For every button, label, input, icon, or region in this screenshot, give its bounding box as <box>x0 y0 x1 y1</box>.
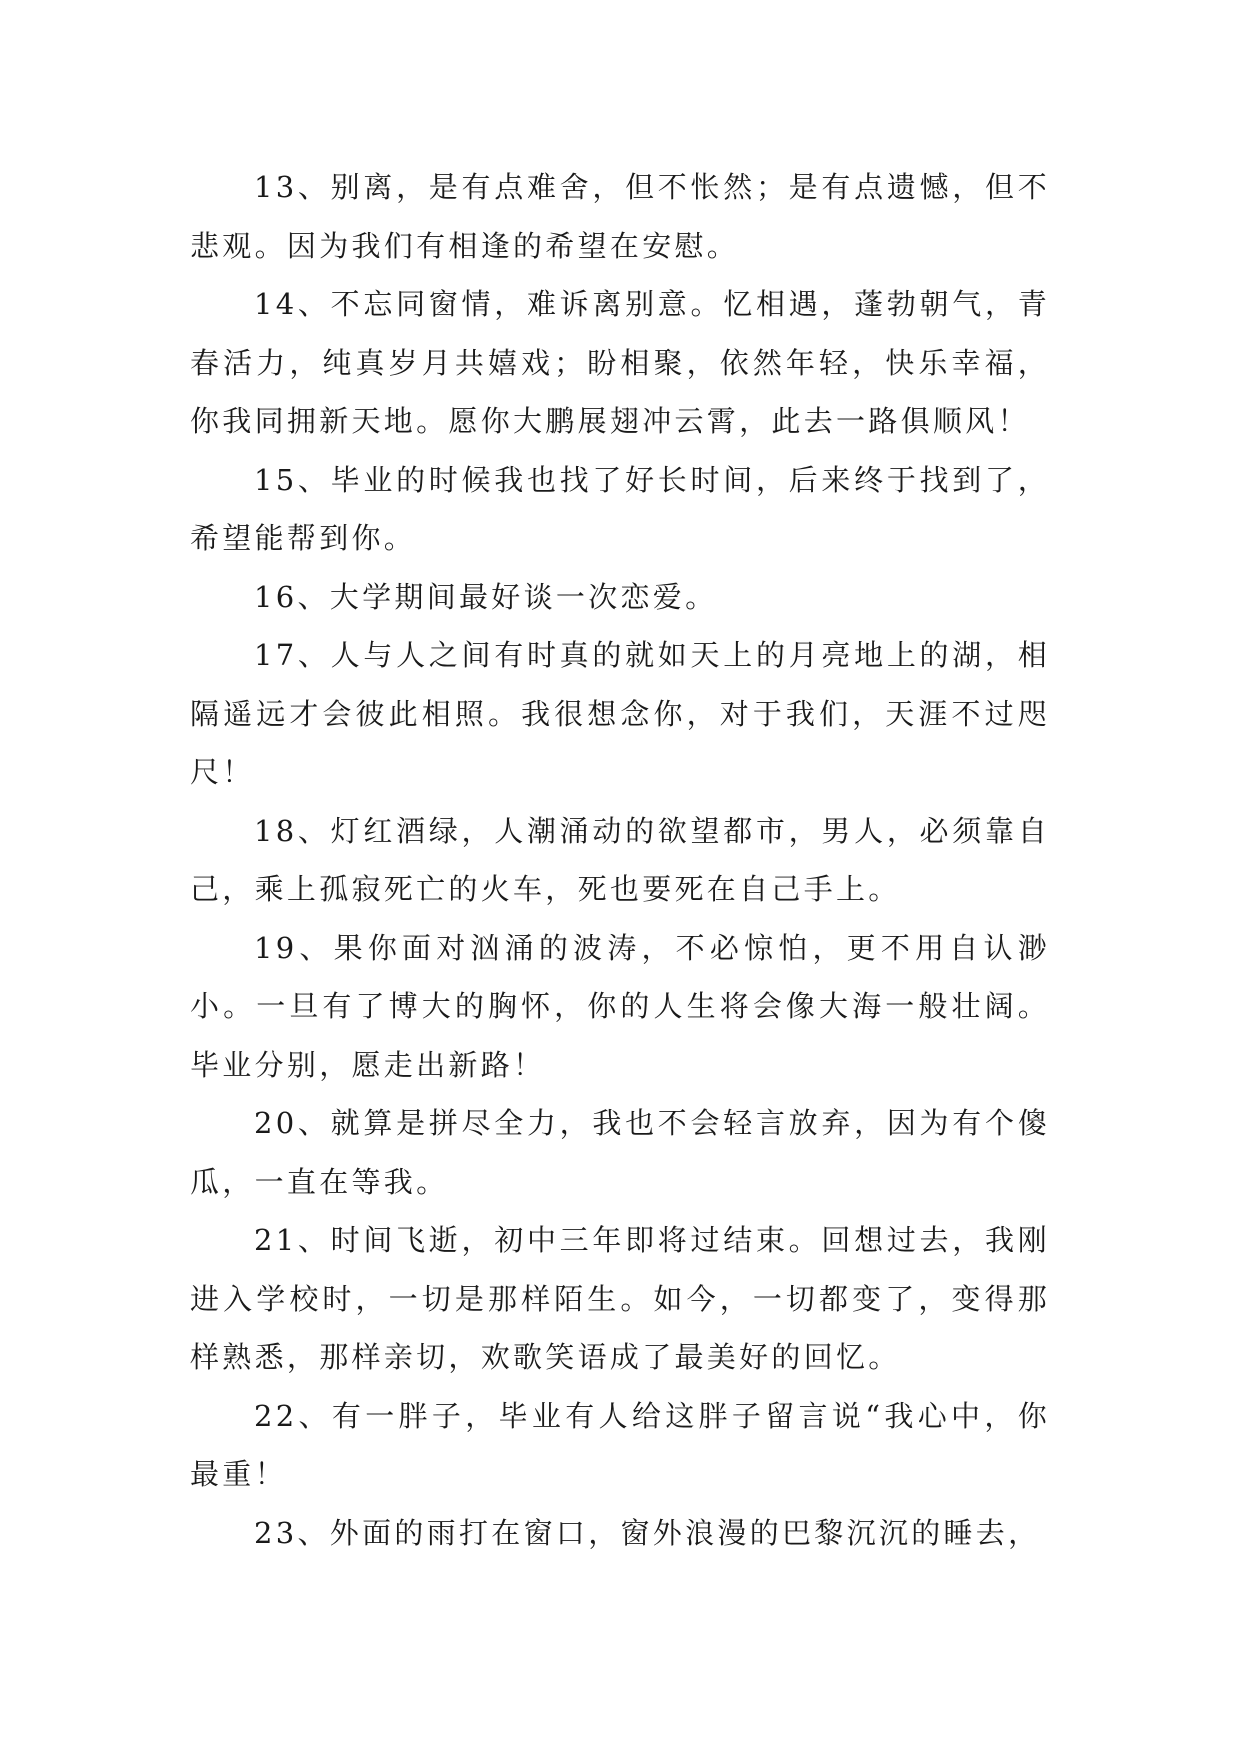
paragraph-16: 16、大学期间最好谈一次恋爱。 <box>254 579 718 614</box>
document-body <box>190 158 1050 1562</box>
paragraph-15: 15、毕业的时候我也找了好长时间，后来终于找到了，希望能帮到你。 <box>190 462 1050 555</box>
paragraph-17: 17、人与人之间有时真的就如天上的月亮地上的湖，相隔遥远才会彼此相照。我很想念你，对于我们，天涯不过咫尺！ <box>190 638 1050 789</box>
paragraph-18: 18、灯红酒绿，人潮涌动的欲望都市，男人，必须靠自己，乘上孤寂死亡的火车，死也要死在自己手上。 <box>190 813 1050 906</box>
paragraph-19: 19、果你面对汹涌的波涛，不必惊怕，更不用自认渺小。一旦有了博大的胸怀，你的人生将会像大海一般壮阔。毕业分别，愿走出新路！ <box>190 930 1050 1082</box>
paragraph-22: 22、有一胖子，毕业有人给这胖子留言说“我心中，你最重！ <box>190 1398 1050 1491</box>
paragraph-13: 13、别离，是有点难舍，但不怅然；是有点遗憾，但不悲观。因为我们有相逢的希望在安慰。 <box>190 170 1050 263</box>
paragraph-23: 23、外面的雨打在窗口，窗外浪漫的巴黎沉沉的睡去， <box>254 1515 1041 1550</box>
paragraph-20: 20、就算是拼尽全力，我也不会轻言放弃，因为有个傻瓜，一直在等我。 <box>190 1106 1050 1199</box>
paragraph-14: 14、不忘同窗情，难诉离别意。忆相遇，蓬勃朝气，青春活力，纯真岁月共嬉戏；盼相聚，依然年轻，快乐幸福，你我同拥新天地。愿你大鹏展翅冲云霄，此去一路俱顺风！ <box>190 287 1050 438</box>
paragraph-21: 21、时间飞逝，初中三年即将过结束。回想过去，我刚进入学校时，一切是那样陌生。如今，一切都变了，变得那样熟悉，那样亲切，欢歌笑语成了最美好的回忆。 <box>190 1223 1050 1374</box>
